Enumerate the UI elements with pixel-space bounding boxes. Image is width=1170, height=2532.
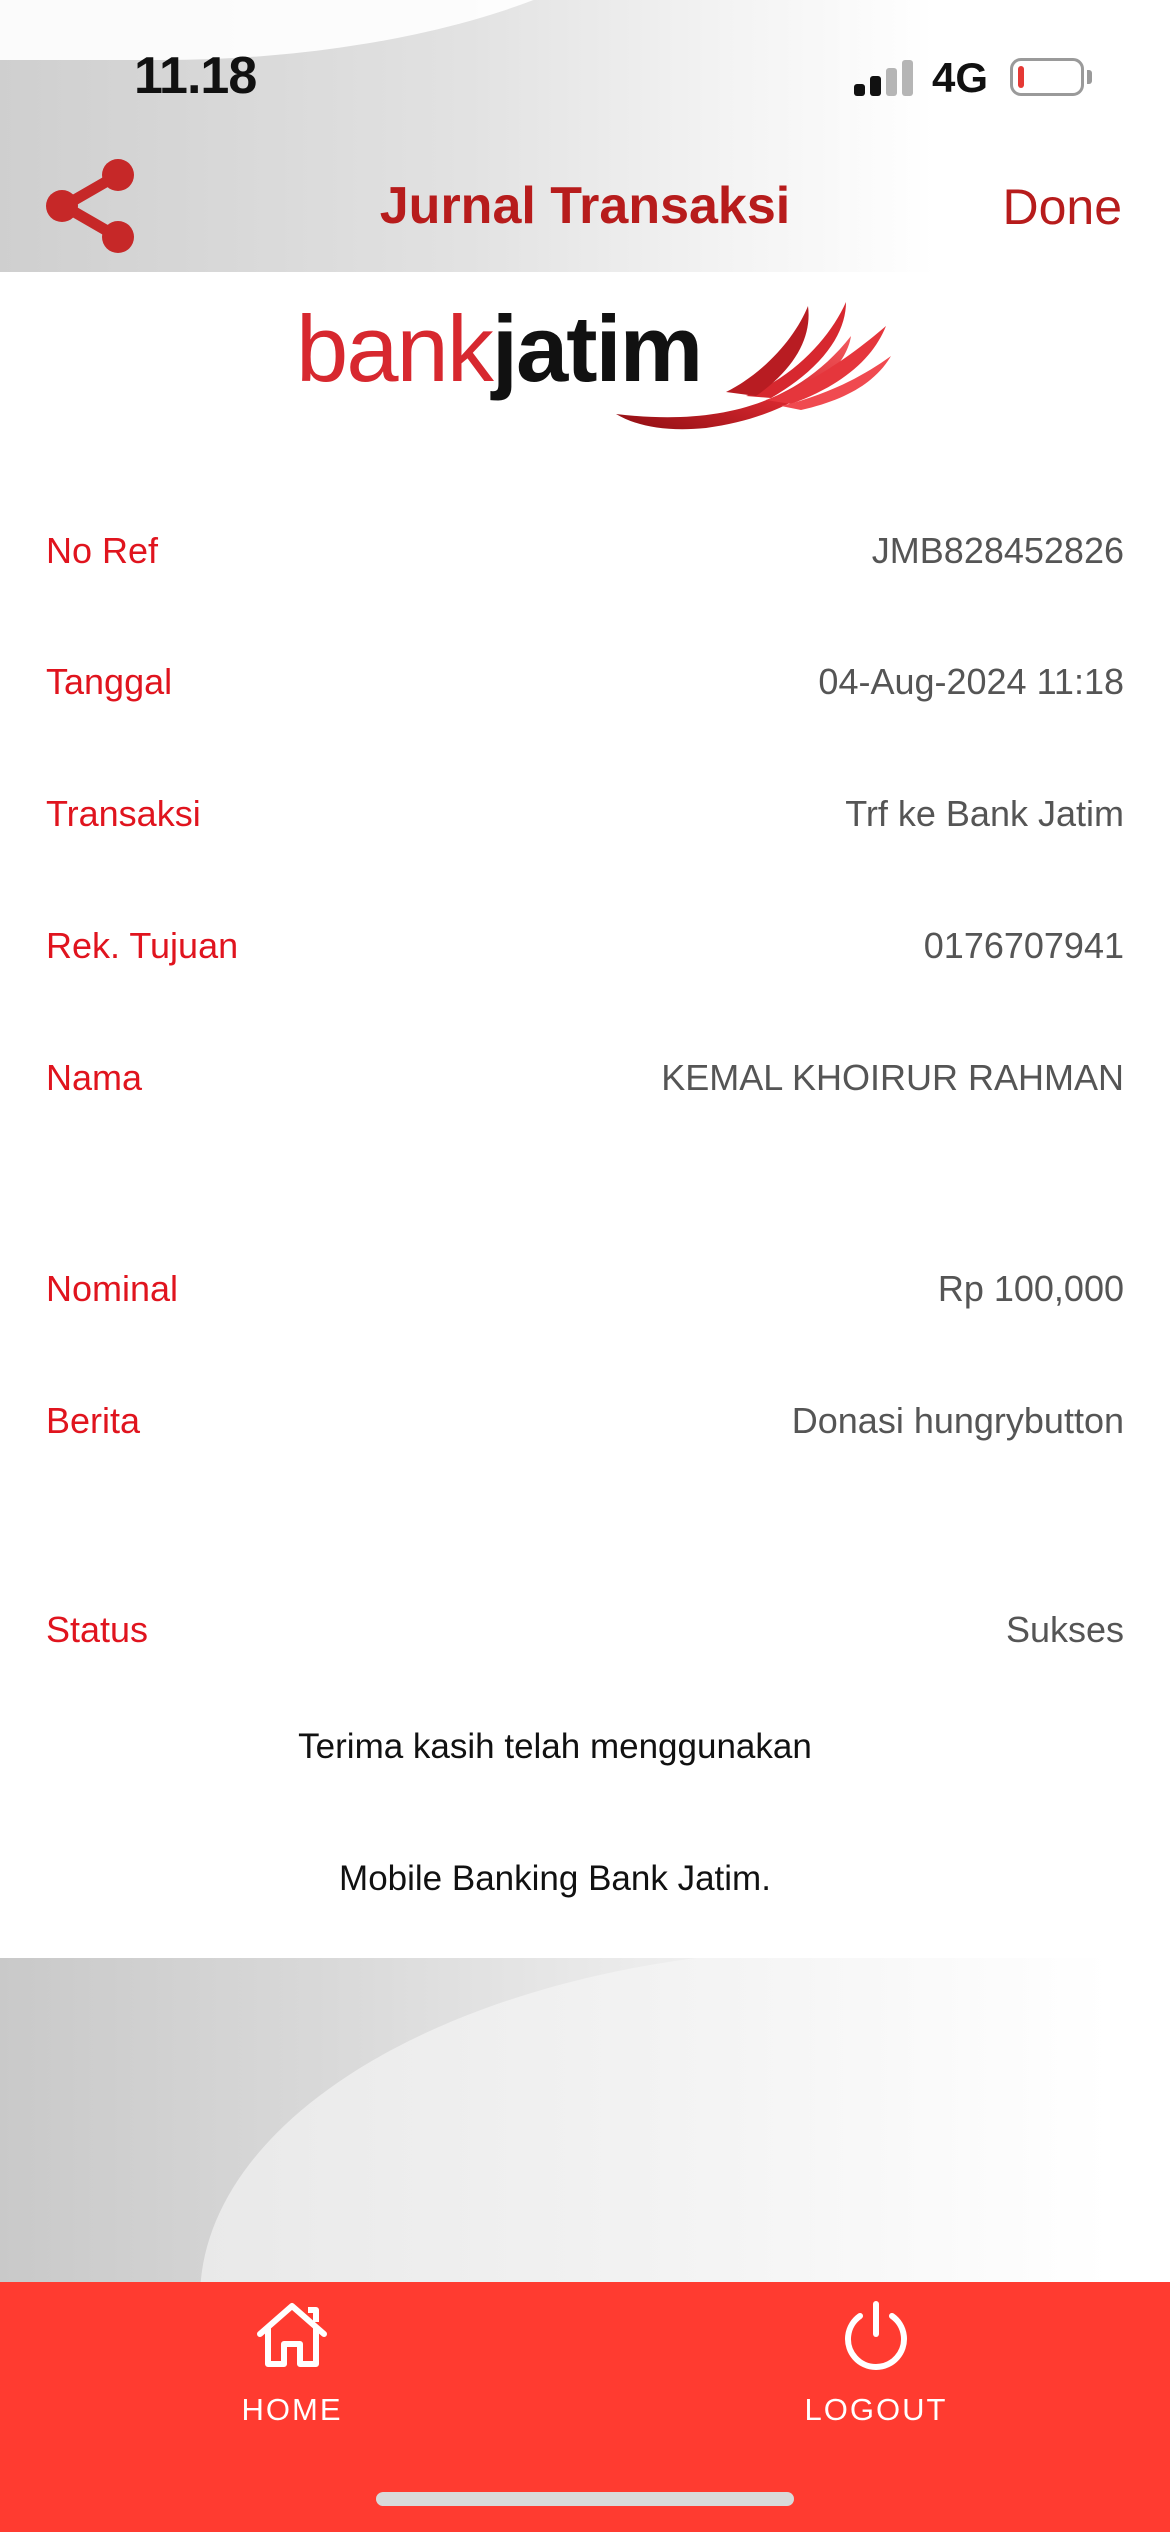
detail-row-berita <box>0 1400 1170 1460</box>
berita-value: Donasi hungrybutton <box>791 1400 1124 1441</box>
status-time: 11.18 <box>134 47 257 105</box>
logo-wing-icon <box>596 296 896 430</box>
page-title: Jurnal Transaksi <box>379 177 791 235</box>
battery-level <box>1018 66 1024 88</box>
footer-background <box>0 1958 1170 2282</box>
detail-row-nama <box>0 1057 1170 1117</box>
rek-tujuan-label: Rek. Tujuan <box>46 925 239 966</box>
nama-label: Nama <box>46 1057 143 1098</box>
status-value: Sukses <box>1005 1609 1124 1650</box>
detail-row-status <box>0 1609 1170 1669</box>
detail-row-tanggal <box>0 661 1170 721</box>
berita-label: Berita <box>46 1400 141 1441</box>
no-ref-value: JMB828452826 <box>871 530 1124 571</box>
status-label: Status <box>46 1609 149 1650</box>
transaksi-label: Transaksi <box>46 793 201 834</box>
no-ref-label: No Ref <box>46 530 159 571</box>
rek-tujuan-value: 0176707941 <box>923 925 1124 966</box>
logo-jatim: jatim <box>491 296 702 401</box>
tab-logout-label: LOGOUT <box>804 2392 948 2427</box>
tab-logout[interactable] <box>726 2300 1026 2440</box>
header-swoosh <box>0 0 700 60</box>
battery-icon <box>1010 58 1084 96</box>
home-icon <box>254 2300 330 2370</box>
tanggal-value: 04-Aug-2024 11:18 <box>818 661 1124 702</box>
thanks-line-2: Mobile Banking Bank Jatim. <box>339 1859 771 1898</box>
logo-bank: bank <box>296 296 492 401</box>
nominal-value: Rp 100,000 <box>937 1268 1124 1309</box>
transaksi-value: Trf ke Bank Jatim <box>845 793 1124 834</box>
detail-row-transaksi <box>0 793 1170 853</box>
signal-icon <box>854 58 914 96</box>
tanggal-label: Tanggal <box>46 661 173 702</box>
network-label: 4G <box>932 54 989 101</box>
thanks-line-1: Terima kasih telah menggunakan <box>298 1727 812 1766</box>
detail-row-rek-tujuan <box>0 925 1170 985</box>
detail-row-nominal <box>0 1268 1170 1328</box>
tab-home[interactable] <box>142 2300 442 2440</box>
battery-tip <box>1087 70 1092 84</box>
done-button[interactable]: Done <box>1002 179 1122 235</box>
nama-value: KEMAL KHOIRUR RAHMAN <box>661 1057 1124 1098</box>
power-icon <box>838 2300 914 2370</box>
home-indicator[interactable] <box>376 2492 794 2506</box>
nominal-label: Nominal <box>46 1268 179 1309</box>
footer-swoosh <box>200 1958 1170 2282</box>
detail-row-no-ref <box>0 530 1170 590</box>
tab-home-label: HOME <box>241 2392 343 2427</box>
bankjatim-logo <box>296 296 896 430</box>
